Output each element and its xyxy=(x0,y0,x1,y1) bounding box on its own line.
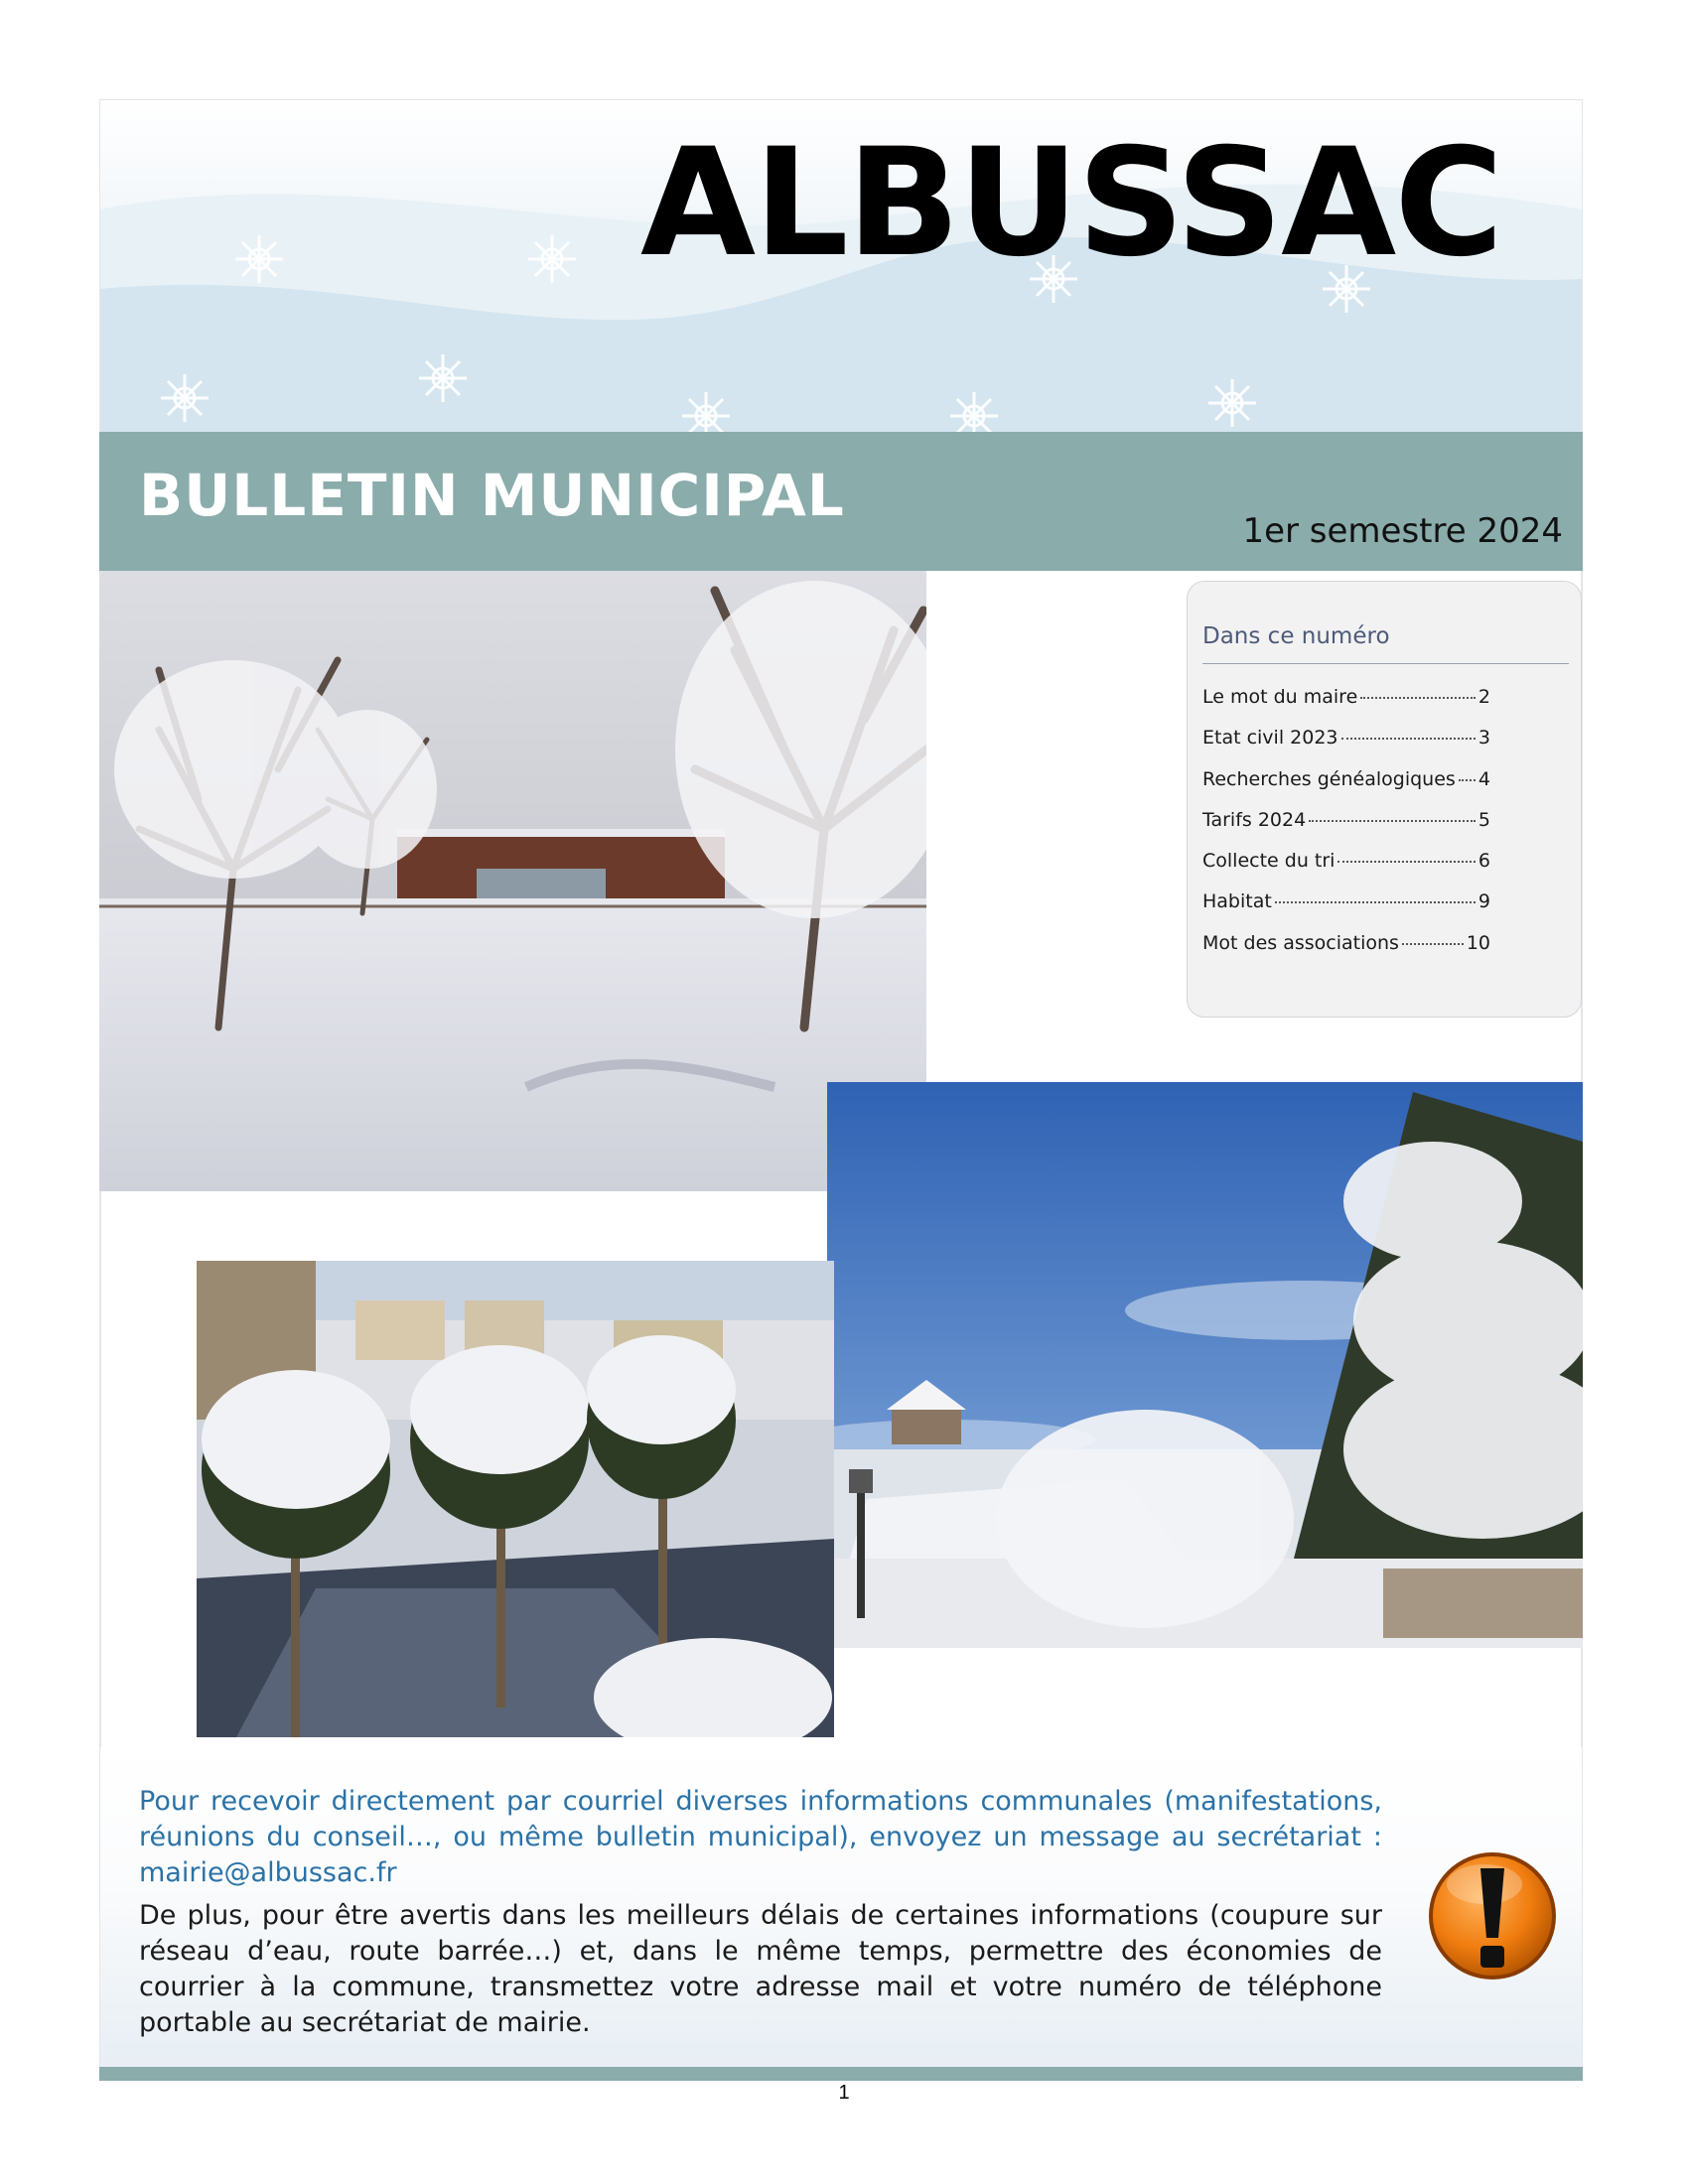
toc-item-mot-du-maire[interactable] xyxy=(1202,686,1490,727)
toc-item-etat-civil[interactable] xyxy=(1202,727,1490,767)
photo-snowy-topiaries xyxy=(197,1261,834,1737)
edition-label: 1er semestre 2024 xyxy=(1242,511,1563,551)
toc-item-label: Mot des associations xyxy=(1202,931,1399,954)
toc-leader xyxy=(1402,943,1464,945)
banner-title: BULLETIN MUNICIPAL xyxy=(139,462,845,529)
toc-item-habitat[interactable] xyxy=(1202,890,1490,931)
toc-leader xyxy=(1337,861,1475,863)
alert-info-paragraph: De plus, pour être avertis dans les meilleurs délais de certaines informations (coupure sur réseau d’eau, route barrée…) et, dans le même temps, permettre des économies de courrier à la commune, transmettez votre adresse mail et votre numéro de téléphone portable au secrétariat de mairie. xyxy=(139,1900,1382,2038)
footer-rule xyxy=(99,2067,1583,2081)
toc-item-label: Etat civil 2023 xyxy=(1202,727,1338,750)
toc-item-page: 9 xyxy=(1477,890,1490,913)
toc-item-collecte-du-tri[interactable] xyxy=(1202,850,1490,890)
newsletter-title: ALBUSSAC xyxy=(640,117,1502,290)
toc-item-label: Collecte du tri xyxy=(1202,850,1336,873)
toc-leader xyxy=(1341,738,1476,740)
toc-item-mot-des-associations[interactable] xyxy=(1202,932,1490,973)
toc-leader xyxy=(1459,779,1476,781)
toc-item-label: Le mot du maire xyxy=(1202,686,1358,708)
photo-snowy-park xyxy=(99,571,926,1191)
toc-item-page: 4 xyxy=(1477,767,1490,790)
photo-snowy-village-sky xyxy=(827,1082,1583,1648)
toc-list xyxy=(1202,686,1490,973)
toc-leader xyxy=(1360,697,1476,699)
toc-heading: Dans ce numéro xyxy=(1202,623,1390,649)
exclamation-icon xyxy=(1423,1846,1562,1985)
toc-divider xyxy=(1202,663,1569,664)
banner xyxy=(99,432,1583,571)
table-of-contents xyxy=(1187,581,1582,1018)
toc-item-label: Tarifs 2024 xyxy=(1202,808,1307,831)
toc-leader xyxy=(1309,820,1476,822)
toc-item-page: 3 xyxy=(1477,727,1490,750)
email-contact-paragraph: Pour recevoir directement par courriel diverses informations communales (manifestations, réunions du conseil…, ou même bulletin municipal), envoyez un message au secrétariat : mairie@albussac.fr xyxy=(139,1786,1382,1888)
toc-item-recherches-genealogiques[interactable] xyxy=(1202,768,1490,809)
toc-item-page: 10 xyxy=(1466,931,1490,954)
toc-item-page: 6 xyxy=(1477,850,1490,873)
toc-item-tarifs[interactable] xyxy=(1202,809,1490,850)
toc-item-label: Habitat xyxy=(1202,890,1272,913)
toc-item-label: Recherches généalogiques xyxy=(1202,767,1456,790)
toc-leader xyxy=(1275,901,1476,903)
toc-item-page: 2 xyxy=(1477,686,1490,708)
toc-item-page: 5 xyxy=(1477,808,1490,831)
page-number: 1 xyxy=(838,2082,850,2104)
